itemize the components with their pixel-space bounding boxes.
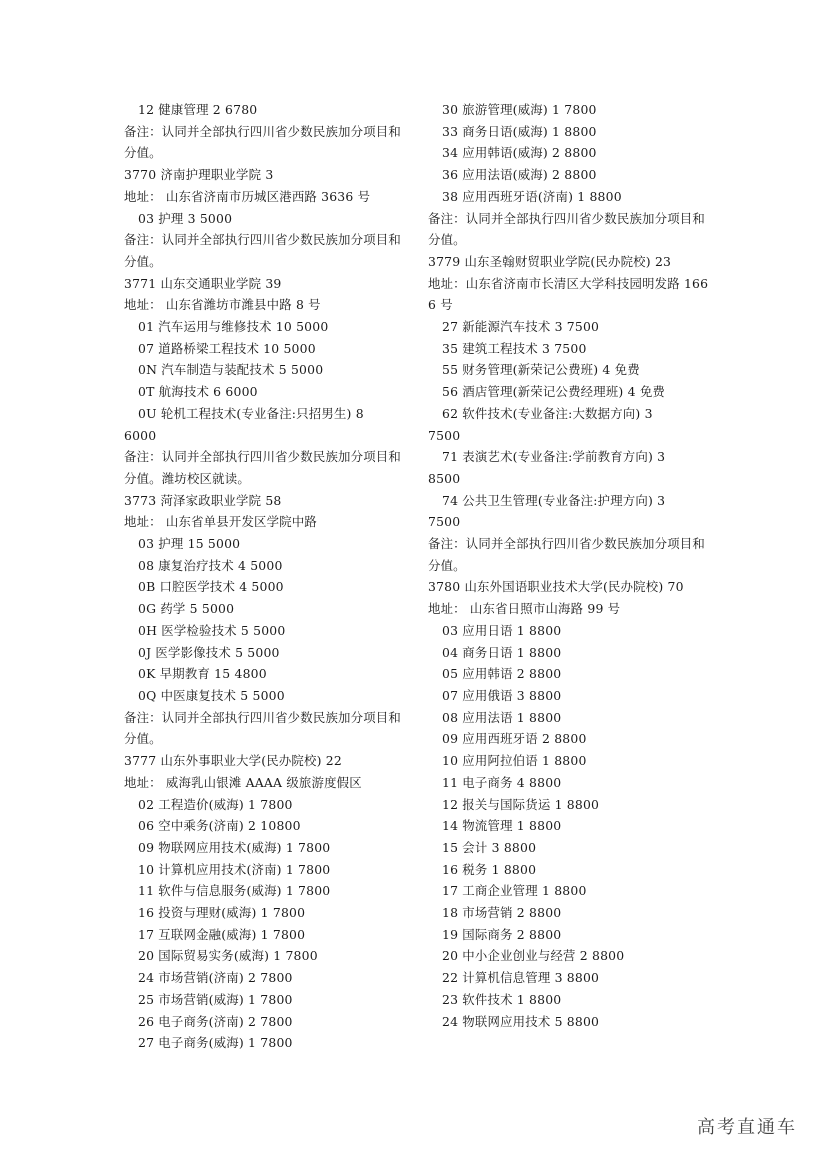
address-line: 地址：山东省济南市长清区大学科技园明发路 1666 号 (428, 275, 709, 313)
major-entry: 14 物流管理 1 8800 (442, 818, 562, 834)
major-entry: 11 电子商务 4 8800 (442, 774, 562, 790)
remark-line: 备注：认同并全部执行四川省少数民族加分项目和分值。 (124, 123, 401, 161)
major-entry: 03 护理 3 5000 (138, 210, 233, 226)
address-line: 地址： 山东省潍坊市潍县中路 8 号 (124, 297, 321, 313)
major-entry: 24 物联网应用技术 5 8800 (442, 1013, 600, 1029)
school-header: 3779 山东圣翰财贸职业学院(民办院校) 23 (428, 253, 672, 269)
major-entry: 35 建筑工程技术 3 7500 (442, 340, 587, 356)
major-entry-continued: 7500 (428, 514, 461, 530)
major-entry: 07 道路桥梁工程技术 10 5000 (138, 340, 316, 356)
major-entry: 33 商务日语(威海) 1 8800 (442, 123, 597, 139)
right-column (428, 99, 710, 1032)
school-header: 3771 山东交通职业学院 39 (124, 275, 282, 291)
major-entry: 0G 药学 5 5000 (138, 601, 235, 617)
major-entry: 0U 轮机工程技术(专业备注:只招男生) 8 (138, 405, 364, 421)
major-entry: 23 软件技术 1 8800 (442, 991, 562, 1007)
address-line: 地址： 威海乳山银滩 AAAA 级旅游度假区 (124, 774, 362, 790)
address-line: 地址： 山东省济南市历城区港西路 3636 号 (124, 188, 371, 204)
remark-line: 备注：认同并全部执行四川省少数民族加分项目和分值。 (124, 709, 401, 747)
major-entry: 03 护理 15 5000 (138, 536, 241, 552)
major-entry: 71 表演艺术(专业备注:学前教育方向) 3 (442, 449, 666, 465)
major-entry: 06 空中乘务(济南) 2 10800 (138, 818, 301, 834)
address-line: 地址： 山东省单县开发区学院中路 (124, 514, 317, 530)
major-entry: 74 公共卫生管理(专业备注:护理方向) 3 (442, 492, 666, 508)
major-entry: 0K 早期教育 15 4800 (138, 666, 267, 682)
major-entry: 34 应用韩语(威海) 2 8800 (442, 145, 597, 161)
major-entry: 10 计算机应用技术(济南) 1 7800 (138, 861, 331, 877)
major-entry: 0Q 中医康复技术 5 5000 (138, 687, 285, 703)
major-entry: 27 新能源汽车技术 3 7500 (442, 319, 600, 335)
major-entry: 08 应用法语 1 8800 (442, 709, 562, 725)
major-entry: 36 应用法语(威海) 2 8800 (442, 167, 597, 183)
remark-line: 备注：认同并全部执行四川省少数民族加分项目和分值。 (124, 232, 401, 269)
major-entry: 30 旅游管理(威海) 1 7800 (442, 102, 597, 117)
major-entry: 03 应用日语 1 8800 (442, 622, 562, 638)
major-entry: 20 中小企业创业与经营 2 8800 (442, 948, 625, 964)
major-entry: 0T 航海技术 6 6000 (138, 384, 258, 400)
school-header: 3770 济南护理职业学院 3 (124, 167, 274, 183)
major-entry: 22 计算机信息管理 3 8800 (442, 970, 600, 986)
school-header: 3780 山东外国语职业技术大学(民办院校) 70 (428, 579, 684, 595)
major-entry: 10 应用阿拉伯语 1 8800 (442, 753, 587, 769)
major-entry: 0B 口腔医学技术 4 5000 (138, 579, 284, 595)
major-entry: 18 市场营销 2 8800 (442, 905, 562, 921)
major-entry: 05 应用韩语 2 8800 (442, 666, 562, 682)
major-entry: 0N 汽车制造与装配技术 5 5000 (138, 362, 324, 378)
address-line: 地址： 山东省日照市山海路 99 号 (428, 601, 621, 617)
major-entry: 12 健康管理 2 6780 (138, 102, 258, 117)
major-entry: 01 汽车运用与维修技术 10 5000 (138, 319, 329, 335)
major-entry: 07 应用俄语 3 8800 (442, 687, 562, 703)
major-entry: 11 软件与信息服务(威海) 1 7800 (138, 883, 331, 899)
major-entry: 02 工程造价(威海) 1 7800 (138, 796, 293, 812)
major-entry: 09 物联网应用技术(威海) 1 7800 (138, 839, 331, 855)
major-entry: 16 投资与理财(威海) 1 7800 (138, 905, 306, 921)
major-entry: 09 应用西班牙语 2 8800 (442, 731, 587, 747)
major-entry-continued: 6000 (124, 427, 157, 443)
remark-line: 备注：认同并全部执行四川省少数民族加分项目和分值。 (428, 536, 705, 573)
major-entry: 0H 医学检验技术 5 5000 (138, 622, 286, 638)
remark-line: 备注：认同并全部执行四川省少数民族加分项目和分值。潍坊校区就读。 (124, 449, 401, 486)
school-header: 3773 菏泽家政职业学院 58 (124, 492, 282, 508)
watermark: 高考直通车 (697, 1117, 797, 1138)
major-entry: 27 电子商务(威海) 1 7800 (138, 1035, 293, 1051)
major-entry: 24 市场营销(济南) 2 7800 (138, 970, 293, 986)
major-entry: 04 商务日语 1 8800 (442, 644, 562, 660)
major-entry: 56 酒店管理(新荣记公费经理班) 4 免费 (442, 384, 666, 400)
major-entry: 12 报关与国际货运 1 8800 (442, 796, 600, 812)
school-header: 3777 山东外事职业大学(民办院校) 22 (124, 753, 342, 769)
major-entry: 16 税务 1 8800 (442, 861, 537, 877)
major-entry: 62 软件技术(专业备注:大数据方向) 3 (442, 405, 653, 421)
major-entry: 17 互联网金融(威海) 1 7800 (138, 926, 306, 942)
major-entry: 38 应用西班牙语(济南) 1 8800 (442, 188, 622, 204)
major-entry: 55 财务管理(新荣记公费班) 4 免费 (442, 362, 640, 378)
major-entry: 15 会计 3 8800 (442, 839, 537, 855)
major-entry: 26 电子商务(济南) 2 7800 (138, 1013, 293, 1029)
left-column (124, 99, 406, 1054)
major-entry: 0J 医学影像技术 5 5000 (138, 644, 280, 660)
remark-line: 备注：认同并全部执行四川省少数民族加分项目和分值。 (428, 210, 705, 248)
major-entry: 17 工商企业管理 1 8800 (442, 883, 587, 899)
major-entry: 19 国际商务 2 8800 (442, 926, 562, 942)
major-entry: 08 康复治疗技术 4 5000 (138, 557, 283, 573)
major-entry: 20 国际贸易实务(威海) 1 7800 (138, 948, 318, 964)
major-entry: 25 市场营销(威海) 1 7800 (138, 991, 293, 1007)
major-entry-continued: 7500 (428, 427, 461, 443)
major-entry-continued: 8500 (428, 470, 461, 486)
